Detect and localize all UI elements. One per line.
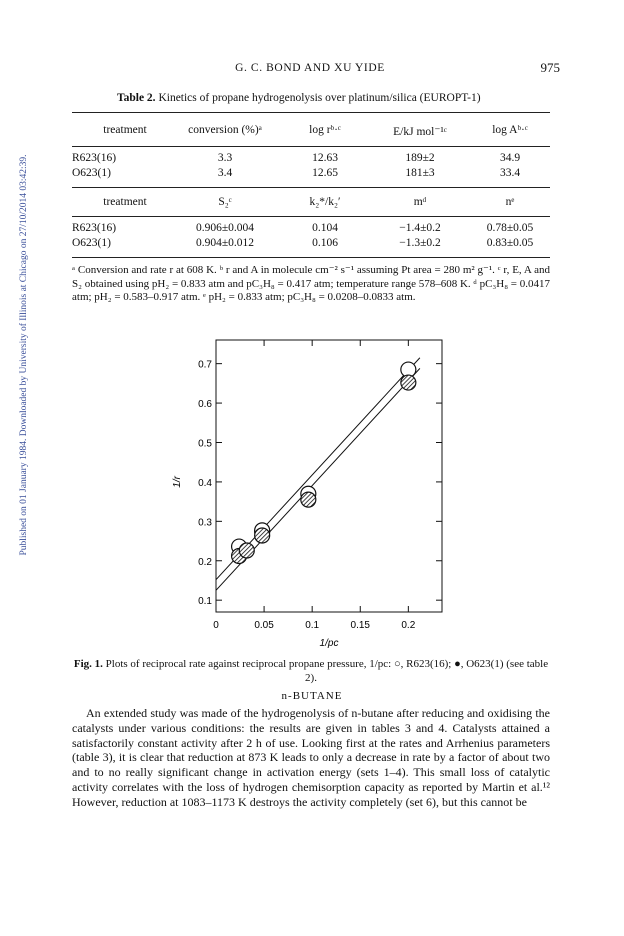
table-cell: 0.83±0.05 (486, 237, 534, 249)
y-axis-label: 1/r (172, 476, 183, 488)
table-cell: 0.106 (312, 237, 338, 249)
section-title: n-BUTANE (281, 690, 343, 702)
table-cell: 0.904±0.012 (195, 237, 255, 249)
figure-caption (72, 658, 550, 685)
x-tick-label: 0.1 (305, 620, 320, 631)
table-header-cell: nᵉ (505, 196, 515, 208)
table-rule-1 (72, 146, 550, 147)
table-header-cell: S₂ᶜ (218, 196, 232, 208)
y-tick-label: 0.2 (198, 556, 212, 568)
table-cell: −1.4±0.2 (399, 222, 441, 234)
x-axis-label: 1/pc (319, 638, 339, 649)
data-point-filled (401, 375, 416, 390)
data-point-filled (301, 492, 316, 507)
table-header-cell: treatment (103, 124, 147, 136)
y-tick-label: 0.5 (198, 438, 212, 450)
x-tick-label: 0.2 (401, 620, 416, 631)
figure-label: Fig. 1. (73, 658, 103, 670)
download-side-note: Published on 01 January 1984. Downloaded by University of Illinois at Chicago on 27/10/2014 03:42:39. (19, 154, 29, 556)
table-cell: O623(1) (72, 237, 111, 249)
y-tick-label: 0.3 (198, 517, 212, 529)
table-cell: 0.78±0.05 (486, 222, 534, 234)
table-cell: O623(1) (72, 167, 111, 179)
table-cell: 12.63 (312, 152, 338, 164)
data-point-filled (255, 528, 270, 543)
table-label: Table 2. (117, 92, 156, 104)
table-header-cell: E/kJ mol⁻¹ᶜ (393, 126, 447, 138)
x-tick-label: 0.15 (350, 620, 370, 631)
y-tick-label: 0.4 (198, 477, 212, 489)
data-point-filled (239, 543, 254, 558)
table-rule-bottom (72, 257, 550, 258)
table-footnotes: ᵃ Conversion and rate r at 608 K. ᵇ r and A in molecule cm⁻² s⁻¹ assuming Pt area = 280 m² g⁻¹. ᶜ r, E, A and S₂ obtained using pH₂ = 0.833 atm and pC₃H₈ = 0.417 atm; temperature range 578–608 K. ᵈ pC₃H₈ = 0.0417 atm; pH₂ = 0.583–0.917 atm. ᵉ pH₂ = 0.833 atm; pC₃H₈ = 0.0208–0.0833 atm. (72, 264, 550, 303)
table-cell: R623(16) (72, 222, 117, 234)
table-cell: 0.906±0.004 (195, 222, 255, 234)
table-cell: 12.65 (312, 167, 338, 179)
x-tick-label: 0 (213, 620, 219, 631)
table-header-cell: log rᵇ·ᶜ (309, 124, 341, 136)
table-cell: 189±2 (405, 152, 435, 164)
table-caption (117, 92, 481, 104)
figure-caption-text: Plots of reciprocal rate against reciprocal propane pressure, 1/pc: ○, R623(16); ●, O623(1) (see table 2). (105, 658, 549, 684)
y-tick-label: 0.7 (198, 359, 212, 371)
table-cell: 3.3 (217, 152, 233, 164)
table-cell: 3.4 (217, 167, 233, 179)
header-authors: G. C. BOND AND XU YIDE (235, 62, 385, 74)
table-header-cell: mᵈ (413, 196, 427, 208)
figure-plot (160, 330, 460, 652)
table-header-cell: treatment (103, 196, 147, 208)
table-rule-2 (72, 187, 550, 188)
table-cell: 34.9 (499, 152, 521, 164)
table-caption-text: Kinetics of propane hydrogenolysis over platinum/silica (EUROPT-1) (158, 92, 481, 104)
table-rule-top (72, 112, 550, 113)
y-tick-label: 0.6 (198, 399, 212, 411)
table-cell: −1.3±0.2 (399, 237, 441, 249)
table-cell: 0.104 (312, 222, 338, 234)
table-cell: 181±3 (405, 167, 435, 179)
page-number: 975 (540, 60, 560, 75)
body-paragraph: An extended study was made of the hydrogenolysis of n-butane after reducing and oxidising the catalysts under various conditions: the results are given in tables 3 and 4. Catalysts attained a satisfactorily constant activity after 2 h of use. Looking first at the rates and Arrhenius parameters (table 3), it is clear that reduction at 873 K leads to only a decrease in rate by a factor of about two and to no really significant change in activation energy (sets 1–4). This small loss of catalytic activity correlates with the loss of hydrogen chemisorption capacity as reported by Martin et al.¹² However, reduction at 1083–1173 K destroys the activity completely (set 6), but this cannot be (72, 706, 550, 809)
table-header-cell: log Aᵇ·ᶜ (492, 124, 528, 136)
table-header-cell: conversion (%)ᵃ (188, 124, 262, 136)
table-header-cell: k₂*/k₂′ (309, 196, 341, 208)
table-cell: 33.4 (499, 167, 521, 179)
table-rule-3 (72, 216, 550, 217)
table-cell: R623(16) (72, 152, 117, 164)
x-tick-label: 0.05 (254, 620, 274, 631)
y-tick-label: 0.1 (198, 596, 212, 608)
